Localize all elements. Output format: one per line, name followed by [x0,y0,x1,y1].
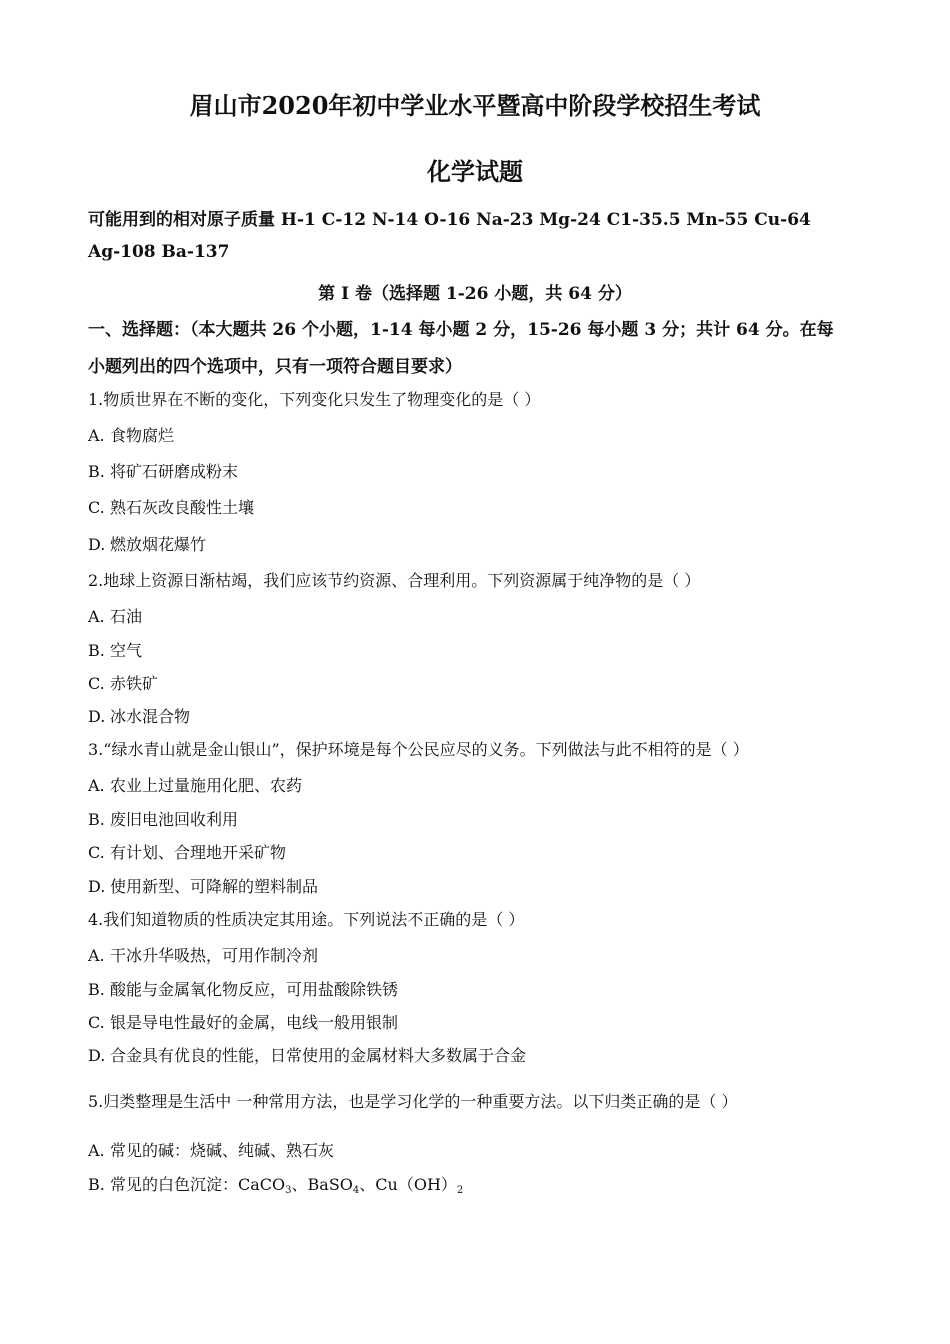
option-label: A. [88,776,105,795]
question-3-option-c [88,840,286,863]
question-2-stem: 2.地球上资源日渐枯竭，我们应该节约资源、合理利用。下列资源属于纯净物的是（ ） [88,571,701,590]
option-label: B. [88,462,105,481]
question-1-stem: 1.物质世界在不断的变化，下列变化只发生了物理变化的是（ ） [88,390,541,409]
question-1-option-a [88,423,174,446]
question-3-stem: 3.“绿水青山就是金山银山”，保护环境是每个公民应尽的义务。下列做法与此不相符的是（ ） [88,740,749,759]
question-1-option-b [88,459,238,482]
option-text: 石油 [110,607,143,626]
atomic-masses-line-1: 可能用到的相对原子质量 H-1 C-12 N-14 O-16 Na-23 Mg-24 C1-35.5 Mn-55 Cu-64 [88,210,811,230]
option-text: 银是导电性最好的金属，电线一般用银制 [110,1013,399,1032]
option-text: 燃放烟花爆竹 [110,535,207,554]
exam-title: 眉山市2020年初中学业水平暨高中阶段学校招生考试 [189,91,761,120]
option-label: B. [88,810,105,829]
option-text: 有计划、合理地开采矿物 [110,843,287,862]
question-4-option-c [88,1010,398,1033]
question-2-option-a [88,604,142,627]
option-text: 食物腐烂 [110,426,175,445]
option-label: A. [88,426,105,445]
question-5-stem: 5.归类整理是生活中 一种常用方法，也是学习化学的一种重要方法。以下归类正确的是（ ） [88,1092,738,1111]
section-heading: 第 I 卷（选择题 1-26 小题，共 64 分） [318,284,632,304]
option-label: B. [88,641,105,660]
option-label: D. [88,707,106,726]
option-text-cuoh: 、Cu（OH） [359,1175,457,1194]
option-label: C. [88,1013,105,1032]
exam-subtitle: 化学试题 [427,157,523,186]
question-1-option-c [88,495,254,518]
option-label: A. [88,946,105,965]
option-label: C. [88,674,105,693]
option-text: 赤铁矿 [110,674,159,693]
question-3-option-a [88,773,302,796]
option-label: D. [88,535,106,554]
option-label: C. [88,498,105,517]
section-intro-line-2: 小题列出的四个选项中，只有一项符合题目要求） [88,357,462,377]
question-5-option-b [88,1172,463,1196]
option-label: B. [88,1175,105,1194]
option-label: D. [88,1046,106,1065]
subscript-4: 4 [352,1185,360,1196]
option-text: 将矿石研磨成粉末 [110,462,239,481]
subscript-3: 3 [285,1185,292,1196]
question-2-option-c [88,671,158,694]
question-4-option-d [88,1043,526,1066]
option-label: A. [88,1141,105,1160]
question-2-option-d [88,704,190,727]
option-text: 废旧电池回收利用 [110,810,239,829]
option-label: C. [88,843,105,862]
question-4-option-a [88,943,318,966]
option-text: 酸能与金属氧化物反应，可用盐酸除铁锈 [110,980,399,999]
question-4-option-b [88,977,398,1000]
question-3-option-d [88,874,318,897]
option-text-caco3: 常见的白色沉淀：CaCO [110,1175,286,1194]
subscript-2: 2 [456,1185,464,1196]
option-text: 干冰升华吸热，可用作制冷剂 [110,946,319,965]
option-text: 农业上过量施用化肥、农药 [110,776,303,795]
option-text: 冰水混合物 [110,707,191,726]
section-intro-line-1: 一、选择题：（本大题共 26 个小题，1-14 每小题 2 分，15-26 每小题 3 分；共计 64 分。在每 [88,320,834,340]
option-label: A. [88,607,105,626]
question-1-option-d [88,532,206,555]
question-2-option-b [88,638,142,661]
option-label: D. [88,877,106,896]
option-text: 熟石灰改良酸性土壤 [110,498,255,517]
option-text: 使用新型、可降解的塑料制品 [110,877,319,896]
option-label: B. [88,980,105,999]
option-text: 空气 [110,641,143,660]
option-text: 合金具有优良的性能，日常使用的金属材料大多数属于合金 [110,1046,527,1065]
option-text-baso4: 、BaSO [291,1175,353,1194]
question-5-option-a [88,1138,334,1161]
question-4-stem: 4.我们知道物质的性质决定其用途。下列说法不正确的是（ ） [88,910,525,929]
atomic-masses-line-2: Ag-108 Ba-137 [88,242,230,262]
question-3-option-b [88,807,238,830]
option-text: 常见的碱：烧碱、纯碱、熟石灰 [110,1141,335,1160]
